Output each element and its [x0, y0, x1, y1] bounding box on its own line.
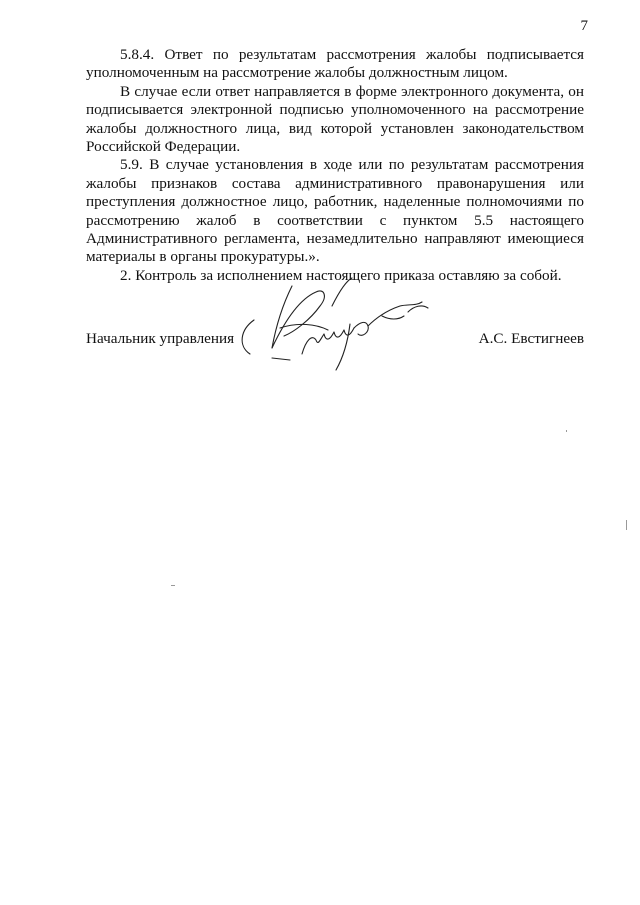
- paragraph-electronic-response: В случае если ответ направляется в форме электронного документа, он подписывается электронной подписью уполномоченного на рассмотрение жалобы должностного лица, вид которой установлен законодательством Российской Федерации.: [86, 82, 584, 156]
- scan-speck: [566, 430, 567, 432]
- paragraph-control: 2. Контроль за исполнением настоящего приказа оставляю за собой.: [120, 266, 562, 284]
- document-body: [86, 46, 584, 285]
- signatory-position: Начальник управления: [86, 330, 235, 347]
- scan-speck: [626, 520, 627, 530]
- handwritten-signature: [232, 276, 452, 372]
- paragraph-5-8-4: 5.8.4. Ответ по результатам рассмотрения жалобы подписывается уполномоченным на рассмотрение жалобы должностным лицом.: [86, 46, 584, 82]
- scan-speck: [171, 585, 175, 586]
- signatory-name: А.С. Евстигнеев: [478, 330, 584, 347]
- page-number: 7: [580, 18, 588, 34]
- paragraph-5-9: 5.9. В случае установления в ходе или по результатам рассмотрения жалобы признаков состава административного правонарушения или преступления должностное лицо, работник, наделенные полномочиями по рассмотрению жалоб в соответствии с пунктом 5.5 настоящего Административного регламента, незамедлительно направляют имеющиеся материалы в органы прокуратуры.».: [86, 156, 584, 266]
